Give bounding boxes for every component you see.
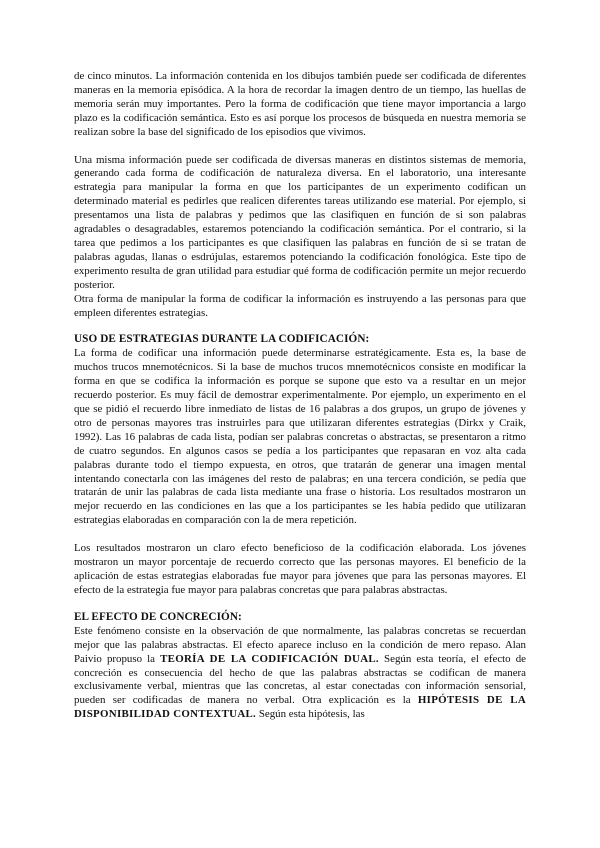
paragraph-strategies-note: Otra forma de manipular la forma de codificar la información es instruyendo a las personas para que empleen diferentes estrategias. <box>74 292 526 319</box>
paragraph-encoding-methods: Una misma información puede ser codificada de diversas maneras en distintos sistemas de memoria, generando cada forma de codificación de naturaleza diversa. En el laboratorio, una interesante estrategia para manipular la forma en que los participantes de un experimento codifican un determinado material es pedirles que realicen diferentes tareas utilizando ese material. Por ejemplo, si presentamos una lista de palabras y pedimos que las clasifiquen en función de si son palabras agradables o desagradables, estaremos potenciando la codificación semántica. Por el contrario, si la tarea que pedimos a los participantes es que clasifiquen las palabras en función de si se tratan de palabras agudas, llanas o esdrújulas, estaremos potenciando la codificación fonológica. Este tipo de experimento resulta de gran utilidad para estudiar qué forma de codificación permite un mejor recuerdo posterior. <box>74 153 526 291</box>
section-gap <box>74 598 526 610</box>
paragraph-gap <box>74 528 526 542</box>
section-heading-strategies: USO DE ESTRATEGIAS DURANTE LA CODIFICACIÓN: <box>74 333 370 346</box>
document-body <box>74 70 526 722</box>
paragraph-results: Los resultados mostraron un claro efecto beneficioso de la codificación elaborada. Los jóvenes mostraron un mayor porcentaje de recuerdo correcto que las personas mayores. El beneficio de la aplicación de estas estrategias elaboradas fue mayor para jóvenes que para las personas mayores. El efecto de la estrategia fue mayor para palabras concretas que para palabras abstractas. <box>74 542 526 596</box>
section-gap <box>74 320 526 332</box>
text-run: Según esta hipótesis, las <box>256 708 365 721</box>
bold-term-contextual-availability: HIPÓTESIS DE LA DISPONIBILIDAD CONTEXTUAL. <box>74 694 527 721</box>
paragraph-strategies: La forma de codificar una información puede determinarse estratégicamente. Esta es, la base de muchos trucos mnemotécnicos. Si la base de muchos trucos mnemotécnicos consiste en modificar la forma en que se codifica la información es porque se supone que esto va a resultar en un mejor recuerdo posterior. Es muy fácil de demostrar experimentalmente. Por ejemplo, un experimento en el que se pidió el recuerdo libre inmediato de listas de 16 palabras a dos grupos, un grupo de jóvenes y otro de personas mayores tras instruirles para que utilizaran diferentes estrategias (Dirkx y Craik, 1992). Las 16 palabras de cada lista, podían ser palabras concretas o abstractas, se presentaron a ritmo de cuatro segundos. En algunos casos se pedía a los participantes que repasaran en voz alta cada palabras durante todo el tiempo expuesta, en otros, que tratarán de generar una imagen mental intentando conectarla con las imágenes del resto de palabras; en una tercera condición, se pedía que tratarán de unir las palabras de cada lista mediante una frase o historia. Los resultados mostraron un mejor recuerdo en las condiciones en las que a los participantes se les había pedido que utilizaran estrategias elaboradas en comparación con la de mera repetición. <box>74 347 526 527</box>
section-heading-concreteness: EL EFECTO DE CONCRECIÓN: <box>74 610 242 623</box>
bold-term-dual-coding: TEORÍA DE LA CODIFICACIÓN DUAL. <box>160 652 379 665</box>
paragraph-concreteness <box>74 625 526 722</box>
text-run: Este fenómeno consiste en la observación de que normalmente, las palabras concretas se recuerdan mejor que las palabras abstractas. El efecto aparece incluso en la condición de mero repaso. Alan Paivio propuso la <box>74 624 526 665</box>
text-run: Según esta teoría, el efecto de concreción es consecuencia del hecho de que las palabras abstractas se codifican de manera exclusivamente verbal, mientras que las concretas, al estar conectadas con información sensorial, pueden ser codificadas de manera no verbal. Otra explicación es la <box>74 652 527 707</box>
paragraph-intro: de cinco minutos. La información contenida en los dibujos también puede ser codificada de diferentes maneras en la memoria episódica. A la hora de recordar la imagen dentro de un tiempo, las huellas de memoria serán muy importantes. Pero la forma de codificación que tiene mayor importancia a largo plazo es la codificación semántica. Esto es así porque los procesos de búsqueda en nuestra memoria se realizan sobre la base del significado de los episodios que vivimos. <box>74 70 526 138</box>
paragraph-gap <box>74 140 526 154</box>
